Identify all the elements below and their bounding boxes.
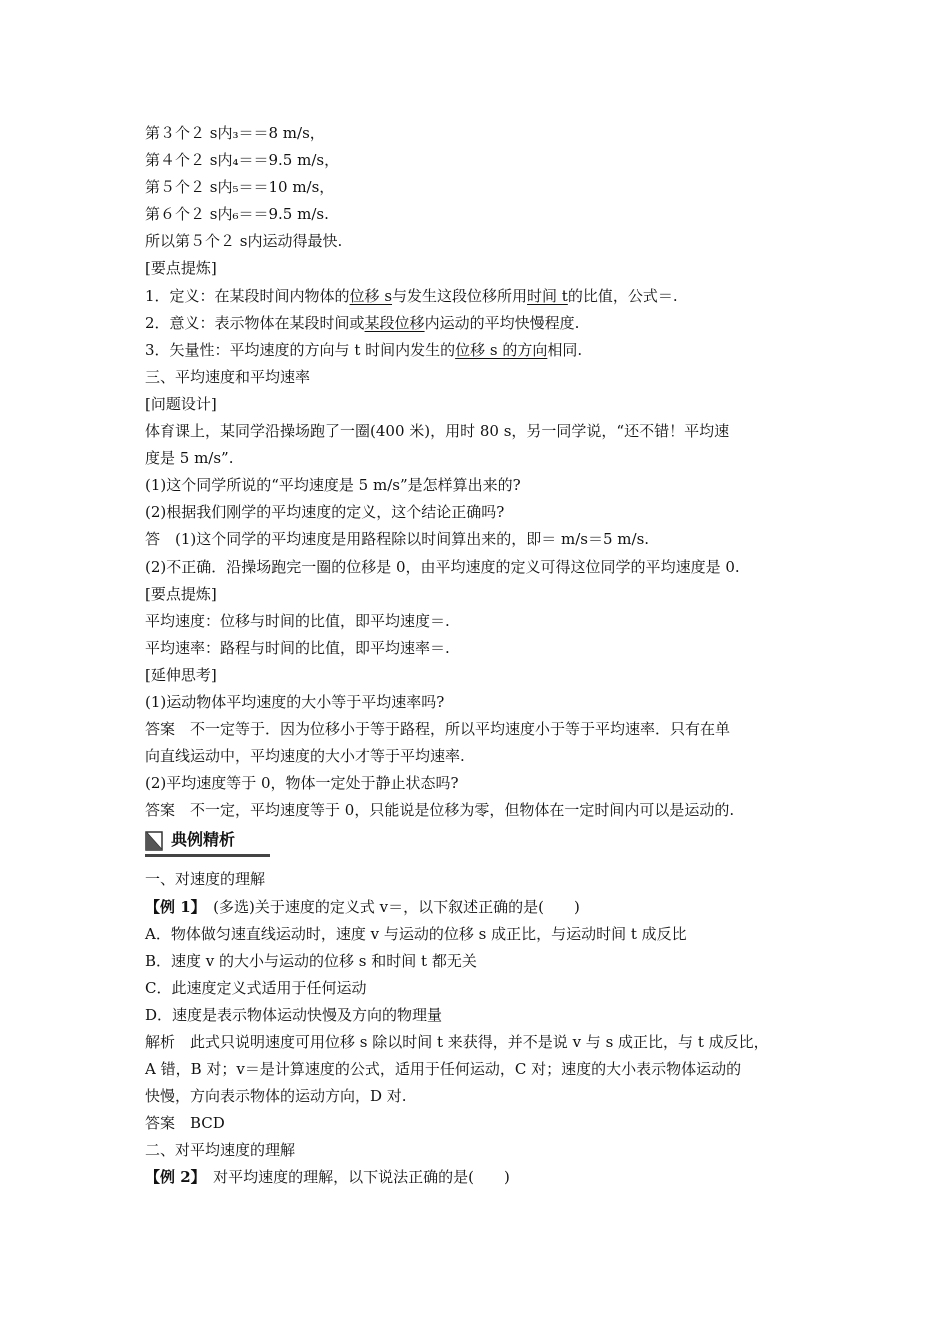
text-segment: 相同. — [547, 340, 583, 359]
underlined-term: 位移 s 的方向 — [455, 340, 548, 359]
solution-line: 解析 此式只说明速度可用位移 s 除以时间 t 来获得，并不是说 v 与 s 成正比，与 t 成反比， — [145, 1033, 769, 1051]
question-line: (1)这个同学所说的“平均速度是 5 m/s”是怎样算出来的? — [145, 476, 521, 495]
answer-line: 向直线运动中，平均速度的大小才等于平均速率. — [145, 747, 465, 766]
question-line: (2)根据我们刚学的平均速度的定义，这个结论正确吗? — [145, 503, 505, 522]
text-line: 第３个２ s内₃＝＝8 m/s， — [145, 124, 325, 142]
meaning-line — [145, 310, 825, 337]
text-line: 平均速率：路程与时间的比值，即平均速率＝. — [145, 638, 450, 657]
question-line: (1)运动物体平均速度的大小等于平均速率吗? — [145, 692, 445, 711]
solution-line: 快慢，方向表示物体的运动方向，D 对. — [145, 1087, 407, 1106]
subsection-title: 二、对平均速度的理解 — [145, 1141, 296, 1160]
answer-line: 答案 不一定等于．因为位移小于等于路程，所以平均速度小于等于平均速率．只有在单 — [145, 720, 731, 739]
solution-line: A 错，B 对；v＝是计算速度的公式，适用于任何运动，C 对；速度的大小表示物体运动的 — [145, 1060, 742, 1079]
section-title: 三、平均速度和平均速率 — [145, 367, 311, 386]
text-line: 第６个２ s内₆＝＝9.5 m/s. — [145, 205, 329, 224]
underlined-term: 时间 t — [527, 286, 568, 305]
text-segment: 与发生这段位移所用 — [392, 286, 528, 305]
examples-section-header — [145, 826, 825, 860]
option-c: C．此速度定义式适用于任何运动 — [145, 978, 367, 997]
document-body — [145, 120, 825, 1192]
text-line: 度是 5 m/s”. — [145, 449, 234, 468]
example-text: 对平均速度的理解，以下说法正确的是( ) — [198, 1168, 510, 1187]
section-underline — [145, 854, 270, 857]
text-segment: 的比值，公式＝. — [567, 286, 678, 305]
answer-line: 答案 BCD — [145, 1114, 225, 1133]
section-marker-icon — [145, 831, 163, 851]
text-line: 体育课上，某同学沿操场跑了一圈(400 米)，用时 80 s，另一同学说，“还不错！平均速 — [145, 422, 730, 441]
example-text: (多选)关于速度的定义式 v＝，以下叙述正确的是( ) — [198, 897, 580, 916]
subsection-title: 一、对速度的理解 — [145, 870, 266, 889]
question-line: (2)平均速度等于 0，物体一定处于静止状态吗? — [145, 774, 459, 793]
option-d: D．速度是表示物体运动快慢及方向的物理量 — [145, 1005, 443, 1024]
text-line: 平均速度：位移与时间的比值，即平均速度＝. — [145, 611, 450, 630]
example-2-line — [145, 1164, 825, 1191]
examples-section-title: 典例精析 — [171, 830, 236, 850]
text-segment: 2．意义：表示物体在某段时间或 — [145, 313, 365, 332]
example-tag: 【例 2】 — [145, 1168, 199, 1187]
text-segment: 内运动的平均快慢程度. — [424, 313, 580, 332]
underlined-term: 某段位移 — [364, 313, 425, 332]
underlined-term: 位移 s — [349, 286, 393, 305]
text-segment: 1．定义：在某段时间内物体的 — [145, 286, 350, 305]
example-1-line — [145, 894, 825, 921]
problem-design-heading: [问题设计] — [145, 394, 217, 413]
option-a: A．物体做匀速直线运动时，速度 v 与运动的位移 s 成正比，与运动时间 t 成反比 — [145, 924, 687, 943]
option-b: B．速度 v 的大小与运动的位移 s 和时间 t 都无关 — [145, 951, 477, 970]
text-line: 所以第５个２ s内运动得最快. — [145, 232, 343, 251]
text-line: 第５个２ s内₅＝＝10 m/s， — [145, 178, 335, 197]
example-tag: 【例 1】 — [145, 897, 199, 916]
text-line: 第４个２ s内₄＝＝9.5 m/s， — [145, 151, 340, 170]
key-points-heading: [要点提炼] — [145, 259, 217, 278]
text-segment: 3．矢量性：平均速度的方向与 t 时间内发生的 — [145, 340, 456, 359]
key-points-heading: [要点提炼] — [145, 584, 217, 603]
extended-thinking-heading: [延伸思考] — [145, 665, 217, 684]
answer-line: 答案 不一定，平均速度等于 0，只能说是位移为零，但物体在一定时间内可以是运动的. — [145, 801, 735, 820]
answer-line: 答 (1)这个同学的平均速度是用路程除以时间算出来的，即＝ m/s＝5 m/s. — [145, 530, 650, 549]
vector-line — [145, 337, 825, 364]
definition-line — [145, 283, 825, 310]
answer-line: (2)不正确．沿操场跑完一圈的位移是 0，由平均速度的定义可得这位同学的平均速度是 0. — [145, 557, 740, 576]
